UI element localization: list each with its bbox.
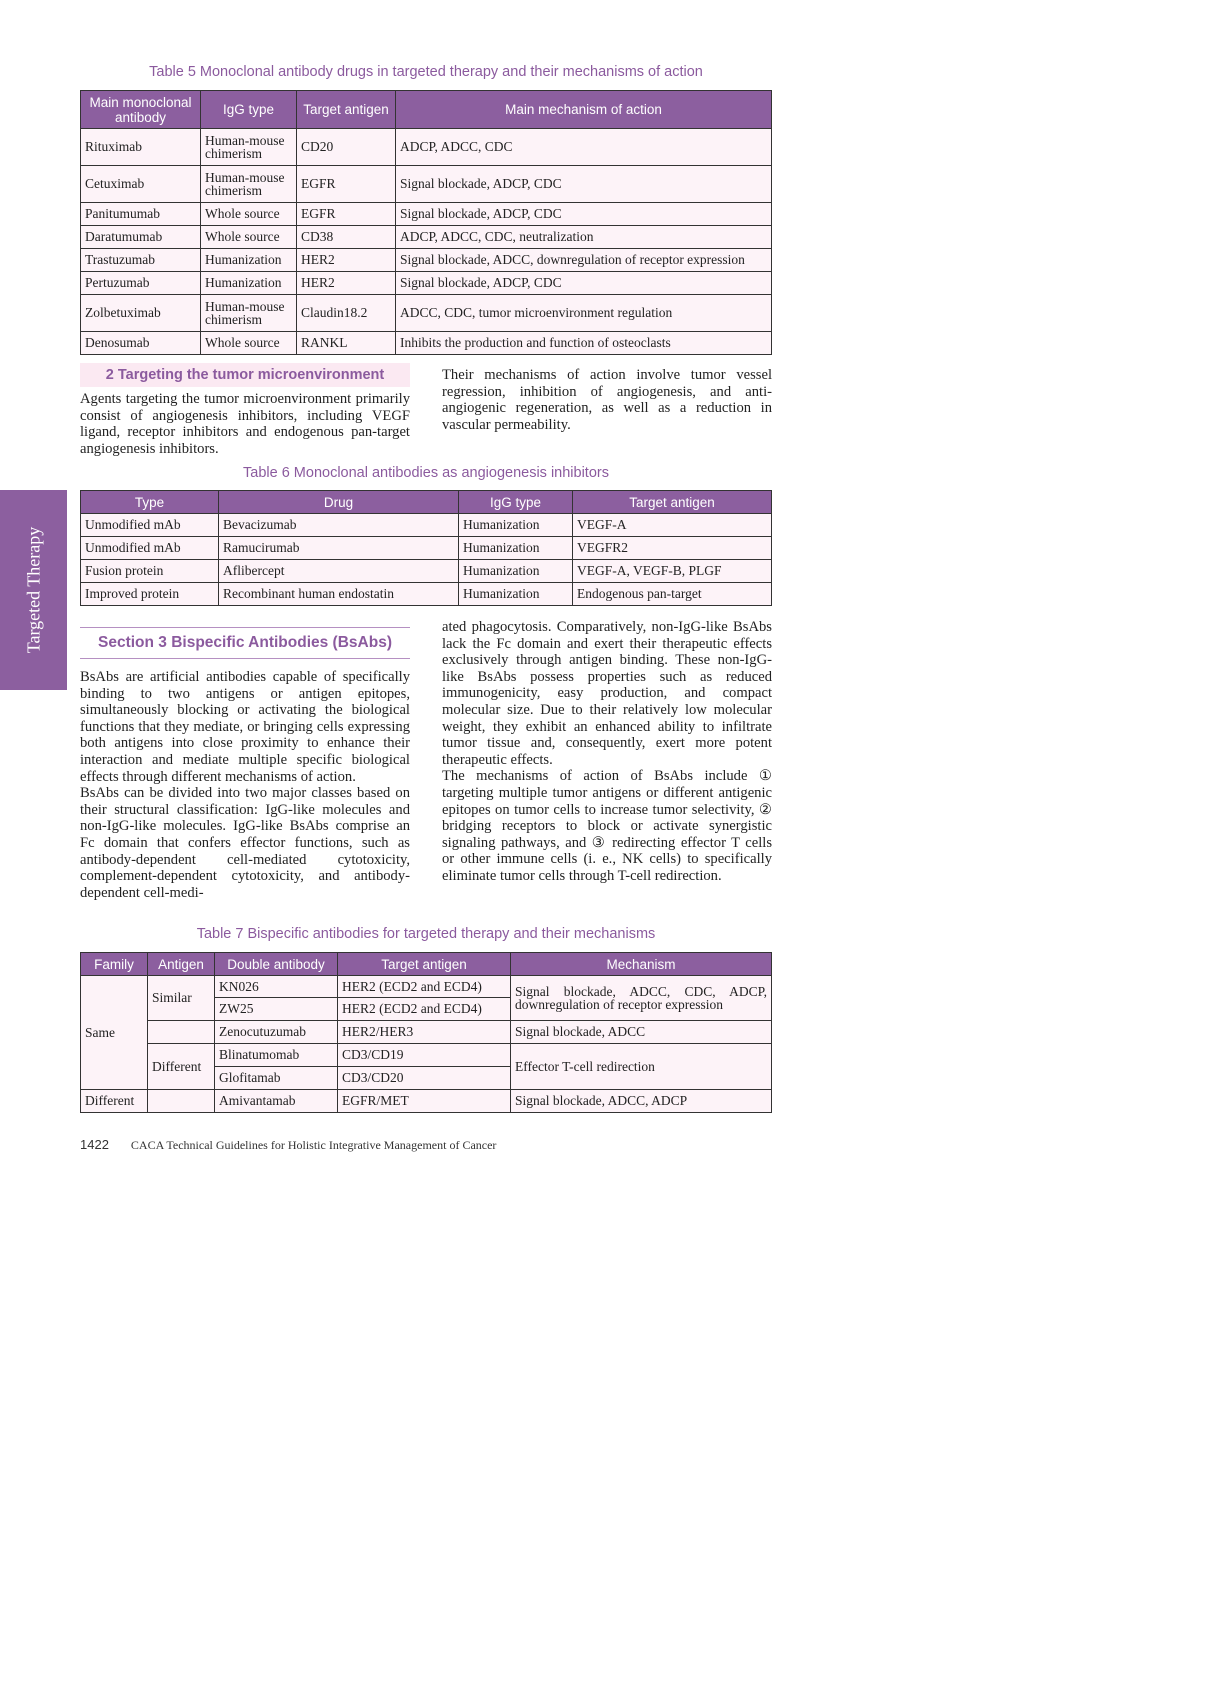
table-cell: EGFR (297, 203, 396, 226)
table-cell: HER2 (ECD2 and ECD4) (338, 998, 511, 1021)
section3-right-column (442, 619, 772, 885)
table-cell: KN026 (215, 976, 338, 998)
table-row (81, 249, 772, 272)
table-cell: HER2 (ECD2 and ECD4) (338, 976, 511, 998)
table-cell: Signal blockade, ADCP, CDC (396, 166, 772, 203)
section3-left-column (80, 669, 410, 901)
table5-caption: Table 5 Monoclonal antibody drugs in targeted therapy and their mechanisms of action (149, 64, 703, 80)
table5-header-cell: Main monoclonal antibody (81, 91, 201, 129)
mechanism-cell: Signal blockade, ADCC (511, 1021, 772, 1044)
table6-header-row (81, 491, 772, 514)
table-cell: Claudin18.2 (297, 295, 396, 332)
table-cell: Signal blockade, ADCC, downregulation of receptor expression (396, 249, 772, 272)
table-cell: Inhibits the production and function of osteoclasts (396, 332, 772, 355)
table-cell: VEGFR2 (573, 537, 772, 560)
table-cell: Improved protein (81, 583, 219, 606)
table-row (81, 129, 772, 166)
table-cell: Humanization (459, 537, 573, 560)
table-cell: ADCP, ADCC, CDC (396, 129, 772, 166)
section2-left-column (80, 391, 410, 457)
mechanism-cell: Effector T-cell redirection (511, 1044, 772, 1090)
paragraph: Agents targeting the tumor microenvironment primarily consist of angiogenesis inhibitors, including VEGF ligand, receptor inhibitors and endogenous pan-target angiogenesis inhibitors. (80, 391, 410, 457)
table-cell: ADCP, ADCC, CDC, neutralization (396, 226, 772, 249)
table-cell: Humanization (201, 249, 297, 272)
table-cell: Panitumumab (81, 203, 201, 226)
table-cell: CD20 (297, 129, 396, 166)
table-cell: EGFR/MET (338, 1090, 511, 1113)
journal-title: CACA Technical Guidelines for Holistic Integrative Management of Cancer (130, 1138, 497, 1152)
table-cell: CD3/CD19 (338, 1044, 511, 1067)
table-cell: ADCC, CDC, tumor microenvironment regulation (396, 295, 772, 332)
table-cell: ZW25 (215, 998, 338, 1021)
paragraph: Their mechanisms of action involve tumor vessel regression, inhibition of angiogenesis, and anti-angiogenic regeneration, as well as a reduction in vascular permeability. (442, 367, 772, 433)
family-cell: Same (81, 976, 148, 1090)
table-row (81, 1044, 772, 1067)
table-cell: RANKL (297, 332, 396, 355)
table5 (80, 90, 772, 355)
table5-header-cell: IgG type (201, 91, 297, 129)
table-cell: Signal blockade, ADCP, CDC (396, 203, 772, 226)
table6-caption: Table 6 Monoclonal antibodies as angiogenesis inhibitors (243, 465, 609, 481)
paragraph: ated phagocytosis. Comparatively, non-IgG-like BsAbs lack the Fc domain and exert their therapeutic effects exclusively through antigen binding. These non-IgG-like BsAbs possess properties such as reduced immunogenicity, easy production, and compact molecular size. Due to their relatively low molecular weight, they exhibit an enhanced ability to infiltrate tumor tissue and, consequently, exert more potent therapeutic effects. (442, 619, 772, 768)
table-row (81, 514, 772, 537)
table-cell: VEGF-A, VEGF-B, PLGF (573, 560, 772, 583)
mechanism-cell: Signal blockade, ADCC, ADCP (511, 1090, 772, 1113)
section3-heading: Section 3 Bispecific Antibodies (BsAbs) (80, 627, 410, 659)
table6-header-cell: Type (81, 491, 219, 514)
table-cell: Unmodified mAb (81, 514, 219, 537)
table-cell: Trastuzumab (81, 249, 201, 272)
table-cell: Human-mouse chimerism (201, 295, 297, 332)
section2-right-column (442, 367, 772, 433)
side-tab-label: Targeted Therapy (23, 526, 43, 654)
table-cell: Ramucirumab (219, 537, 459, 560)
table-row (81, 295, 772, 332)
table6 (80, 490, 772, 606)
table7 (80, 952, 772, 1113)
table-cell: Unmodified mAb (81, 537, 219, 560)
table7-header-cell: Antigen (148, 953, 215, 976)
antigen-cell: Similar (148, 976, 215, 1021)
table-row (81, 537, 772, 560)
table-cell: Humanization (201, 272, 297, 295)
table-cell: Amivantamab (215, 1090, 338, 1113)
table-cell: HER2 (297, 272, 396, 295)
mechanism-cell: Signal blockade, ADCC, CDC, ADCP, downregulation of receptor expression (511, 976, 772, 1021)
table7-header-cell: Target antigen (338, 953, 511, 976)
table6-header-cell: IgG type (459, 491, 573, 514)
table-cell: Humanization (459, 583, 573, 606)
table-cell: CD38 (297, 226, 396, 249)
table-row (81, 203, 772, 226)
family-cell: Different (81, 1090, 148, 1113)
antigen-cell (148, 1021, 215, 1044)
table-row (81, 583, 772, 606)
table-cell: Whole source (201, 226, 297, 249)
paragraph: BsAbs are artificial antibodies capable of specifically binding to two antigens or antigen epitopes, simultaneously blocking or activating the biological functions that they mediate, or bringing cells expressing both antigens into close proximity to enhance their interaction and mediate multiple specific biological effects through different mechanisms of action. (80, 669, 410, 785)
table-cell: Endogenous pan-target (573, 583, 772, 606)
table-cell: Human-mouse chimerism (201, 166, 297, 203)
table-row (81, 1090, 772, 1113)
table-cell: Humanization (459, 514, 573, 537)
table-row (81, 560, 772, 583)
table7-caption: Table 7 Bispecific antibodies for targeted therapy and their mechanisms (196, 926, 656, 942)
table5-header-row (81, 91, 772, 129)
paragraph: BsAbs can be divided into two major classes based on their structural classification: IgG-like molecules and non-IgG-like molecules. IgG-like BsAbs comprise an Fc domain that confers effector functions, such as antibody-dependent cell-mediated cytotoxicity, complement-dependent cytotoxicity, and antibody-dependent cell-medi- (80, 785, 410, 901)
side-tab (0, 490, 67, 690)
table-row (81, 226, 772, 249)
table5-header-cell: Target antigen (297, 91, 396, 129)
table5-header-cell: Main mechanism of action (396, 91, 772, 129)
table-cell: Whole source (201, 332, 297, 355)
table-row (81, 272, 772, 295)
table-cell: Glofitamab (215, 1067, 338, 1090)
table-cell: Blinatumomab (215, 1044, 338, 1067)
table-row (81, 1021, 772, 1044)
table6-header-cell: Target antigen (573, 491, 772, 514)
table-cell: Bevacizumab (219, 514, 459, 537)
paragraph: The mechanisms of action of BsAbs include ① targeting multiple tumor antigens or different antigenic epitopes on tumor cells to increase tumor selectivity, ② bridging receptors to block or activate synergistic signaling pathways, and ③ redirecting effector T cells or other immune cells (i. e., NK cells) to specifically eliminate tumor cells through T-cell redirection. (442, 768, 772, 884)
table-cell: Daratumumab (81, 226, 201, 249)
table-cell: CD3/CD20 (338, 1067, 511, 1090)
table-cell: Signal blockade, ADCP, CDC (396, 272, 772, 295)
table-cell: Cetuximab (81, 166, 201, 203)
table-cell: Humanization (459, 560, 573, 583)
page-footer (80, 1137, 496, 1153)
table-row (81, 976, 772, 998)
table7-header-cell: Family (81, 953, 148, 976)
table-cell: HER2 (297, 249, 396, 272)
table7-header-cell: Double antibody (215, 953, 338, 976)
table-cell: Rituximab (81, 129, 201, 166)
table-cell: Human-mouse chimerism (201, 129, 297, 166)
section2-heading: 2 Targeting the tumor microenvironment (80, 363, 410, 387)
table-row (81, 332, 772, 355)
table-cell: Zenocutuzumab (215, 1021, 338, 1044)
antigen-cell: Different (148, 1044, 215, 1090)
table-cell: Pertuzumab (81, 272, 201, 295)
table-cell: Zolbetuximab (81, 295, 201, 332)
table-cell: VEGF-A (573, 514, 772, 537)
table7-header-cell: Mechanism (511, 953, 772, 976)
page-number: 1422 (80, 1137, 109, 1152)
table-cell: Aflibercept (219, 560, 459, 583)
table-cell: Recombinant human endostatin (219, 583, 459, 606)
table-row (81, 166, 772, 203)
table-cell: Whole source (201, 203, 297, 226)
table-cell: Fusion protein (81, 560, 219, 583)
table-cell: HER2/HER3 (338, 1021, 511, 1044)
table7-header-row (81, 953, 772, 976)
table-cell: EGFR (297, 166, 396, 203)
antigen-cell (148, 1090, 215, 1113)
table-cell: Denosumab (81, 332, 201, 355)
table6-header-cell: Drug (219, 491, 459, 514)
